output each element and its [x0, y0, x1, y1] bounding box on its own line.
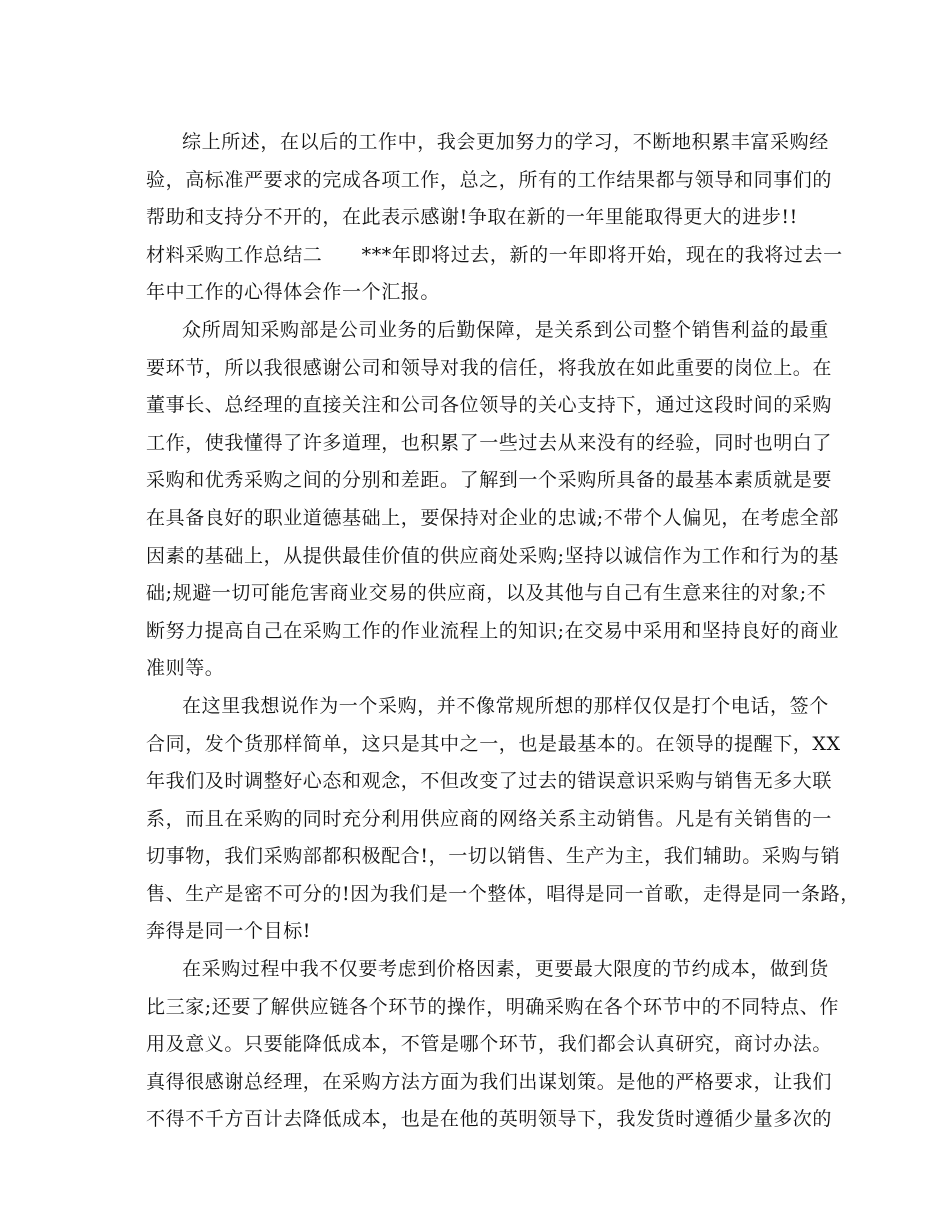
text-line: 系，而且在采购的同时充分利用供应商的网络关系主动销售。凡是有关销售的一 [146, 807, 833, 830]
text-line: 准则等。 [146, 657, 225, 680]
text-line: 验，高标准严要求的完成各项工作，总之，所有的工作结果都与领导和同事们的 [146, 168, 833, 191]
text-line: 售、生产是密不可分的!因为我们是一个整体，唱得是同一首歌，走得是同一条路， [146, 882, 860, 905]
text-line: 要环节，所以我很感谢公司和领导对我的信任，将我放在如此重要的岗位上。在 [146, 356, 833, 379]
text-line: 采购和优秀采购之间的分别和差距。了解到一个采购所具备的最基本素质就是要 [146, 469, 833, 492]
text-line: 合同，发个货那样简单，这只是其中之一，也是最基本的。在领导的提醒下，XX [146, 732, 841, 755]
text-line: 用及意义。只要能降低成本，不管是哪个环节，我们都会认真研究，商讨办法。 [146, 1033, 833, 1056]
text-line: 真得很感谢总经理，在采购方法方面为我们出谋划策。是他的严格要求，让我们 [146, 1070, 833, 1093]
text-line: 切事物，我们采购部都积极配合!，一切以销售、生产为主，我们辅助。采购与销 [146, 845, 841, 868]
text-line: 不得不千方百计去降低成本，也是在他的英明领导下，我发货时遵循少量多次的 [146, 1108, 833, 1131]
text-line: 础;规避一切可能危害商业交易的供应商，以及其他与自己有生意来往的对象;不 [146, 582, 827, 605]
text-line: 董事长、总经理的直接关注和公司各位领导的关心支持下，通过这段时间的采购 [146, 394, 833, 417]
text-line: 年我们及时调整好心态和观念，不但改变了过去的错误意识采购与销售无多大联 [146, 770, 833, 793]
text-line: 断努力提高自己在采购工作的作业流程上的知识;在交易中采用和坚持良好的商业 [146, 619, 840, 642]
document-body [146, 124, 860, 1139]
text-line: 奔得是同一个目标! [146, 920, 312, 943]
text-line: 工作，使我懂得了许多道理，也积累了一些过去从来没有的经验，同时也明白了 [146, 431, 833, 454]
text-line: 综上所述，在以后的工作中，我会更加努力的学习，不断地积累丰富采购经 [182, 131, 829, 153]
text-line: 在这里我想说作为一个采购，并不像常规所想的那样仅仅是打个电话，签个 [182, 694, 829, 717]
text-line: 在具备良好的职业道德基础上，要保持对企业的忠诚;不带个人偏见，在考虑全部 [146, 506, 840, 529]
text-line: 因素的基础上，从提供最佳价值的供应商处采购;坚持以诚信作为工作和行为的基 [146, 544, 840, 567]
text-line: 材料采购工作总结二 ***年即将过去，新的一年即将开始，现在的我将过去一 [146, 243, 843, 266]
text-line: 比三家;还要了解供应链各个环节的操作，明确采购在各个环节中的不同特点、作 [146, 995, 840, 1018]
text-line: 帮助和支持分不开的，在此表示感谢!争取在新的一年里能取得更大的进步!! [146, 206, 798, 229]
text-line: 在采购过程中我不仅要考虑到价格因素，更要最大限度的节约成本，做到货 [182, 958, 829, 981]
text-line: 众所周知采购部是公司业务的后勤保障，是关系到公司整个销售利益的最重 [182, 318, 829, 341]
text-line: 年中工作的心得体会作一个汇报。 [146, 281, 441, 304]
